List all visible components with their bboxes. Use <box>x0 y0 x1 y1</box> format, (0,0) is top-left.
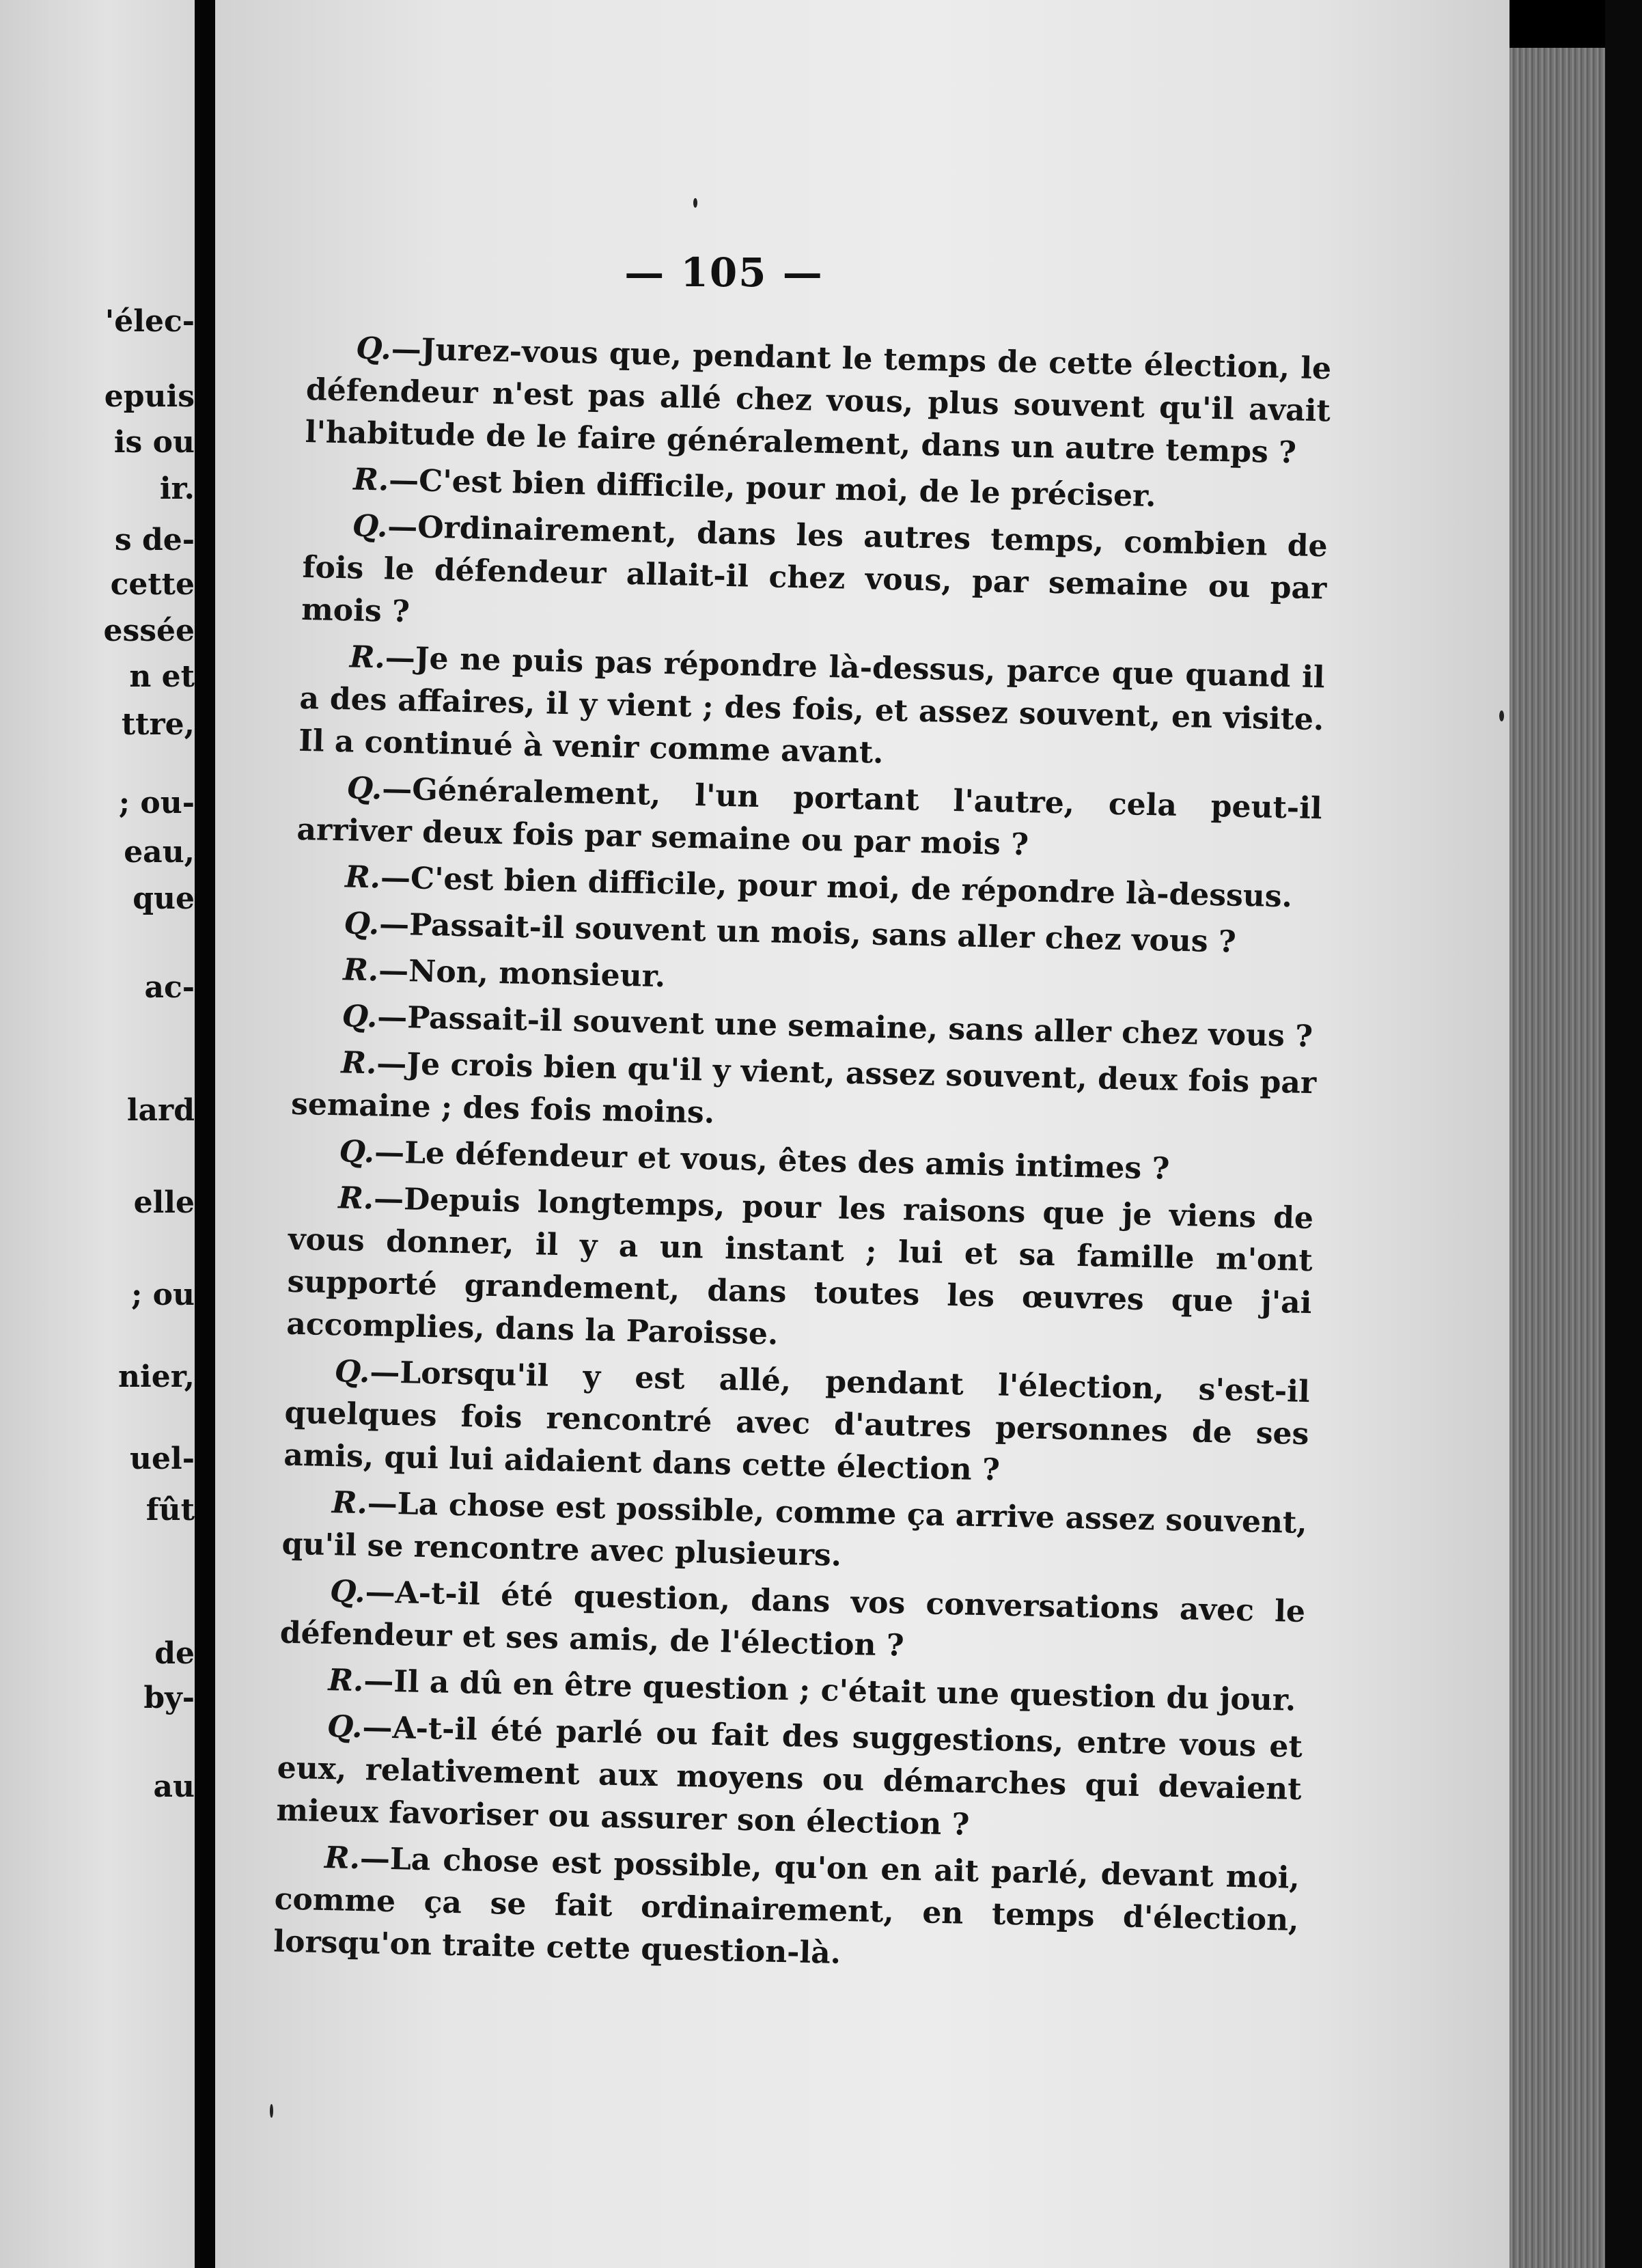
transcript-paragraph <box>276 1705 1303 1853</box>
speaker-tag: R. <box>340 1045 377 1081</box>
previous-page-line-fragment: ; ou <box>131 1277 195 1312</box>
speaker-tag: Q. <box>339 1134 375 1170</box>
previous-page-line-fragment: au <box>153 1769 195 1804</box>
transcript-paragraph <box>279 1570 1305 1676</box>
previous-page-line-fragment: 'élec- <box>105 304 195 339</box>
speaker-tag: R. <box>344 859 381 896</box>
previous-page-edge <box>0 0 195 2268</box>
previous-page-line-fragment: by- <box>143 1681 195 1715</box>
paragraph-text: —Non, monsieur. <box>378 953 666 995</box>
page-number: — 105 — <box>624 249 824 296</box>
previous-page-line-fragment: que <box>133 881 195 916</box>
paragraph-text: —Depuis longtemps, pour les raisons que je viens de vous donner, il y a un instant ; lui et sa famille m'ont supporté grandement, dans toutes les œuvres que j'ai accomplies, dans la Paroisse. <box>286 1181 1314 1352</box>
speaker-tag: Q. <box>355 331 392 367</box>
previous-page-line-fragment: essée <box>103 613 195 648</box>
previous-page-line-fragment: eau, <box>124 835 195 870</box>
paragraph-text: —Je ne puis pas répondre là-dessus, parce que quand il a des affaires, il y vient ; des fois, et assez souvent, en visite. Il a continué à venir comme avant. <box>298 640 1326 771</box>
paragraph-text: —Passait-il souvent un mois, sans aller chez vous ? <box>378 907 1237 960</box>
page-stack-edge <box>1509 48 1605 2268</box>
previous-page-line-fragment: nier, <box>118 1359 195 1394</box>
paragraph-text: —C'est bien difficile, pour moi, de le préciser. <box>388 462 1156 514</box>
paragraph-text: —A-t-il été question, dans vos conversations avec le défendeur et ses amis, de l'élection ? <box>279 1575 1306 1663</box>
transcript-paragraph <box>286 1176 1314 1367</box>
speaker-tag: R. <box>342 952 379 988</box>
speaker-tag: R. <box>327 1663 364 1699</box>
speaker-tag: Q. <box>352 508 388 544</box>
speaker-tag: Q. <box>334 1354 370 1390</box>
book-gutter <box>195 0 215 2268</box>
transcript-paragraph <box>283 1350 1311 1498</box>
paragraph-text: —La chose est possible, comme ça arrive assez souvent, qu'il se rencontre avec plusieurs. <box>281 1486 1308 1573</box>
previous-page-line-fragment: s de- <box>114 523 195 557</box>
transcript-paragraph <box>296 766 1322 872</box>
speaker-tag: R. <box>331 1485 368 1521</box>
paragraph-text: —Lorsqu'il y est allé, pendant l'élection, s'est-il quelques fois rencontré avec d'autres personnes de ses amis, qui lui aidaient dans cette élection ? <box>283 1355 1311 1488</box>
speaker-tag: R. <box>349 639 386 676</box>
scan-border <box>1605 0 1642 2268</box>
paragraph-text: —Le défendeur et vous, êtes des amis intimes ? <box>374 1135 1170 1187</box>
speaker-tag: R. <box>337 1180 374 1217</box>
ink-speck <box>270 2104 273 2118</box>
body-text <box>273 327 1332 1989</box>
paragraph-text: —Passait-il souvent une semaine, sans aller chez vous ? <box>376 999 1313 1055</box>
paragraph-text: —Jurez-vous que, pendant le temps de cette élection, le défendeur n'est pas allé chez vous, plus souvent qu'il avait l'habitude de le faire généralement, dans un autre temps ? <box>305 331 1332 471</box>
speaker-tag: Q. <box>342 999 378 1035</box>
paragraph-text: —Il a dû en être question ; c'était une question du jour. <box>363 1663 1296 1718</box>
previous-page-line-fragment: uel- <box>130 1441 195 1476</box>
previous-page-line-fragment: lard <box>126 1093 195 1128</box>
paragraph-text: —La chose est possible, qu'on en ait parlé, devant moi, comme ça se fait ordinairement, en temps d'élection, lorsqu'on traite cette question-là. <box>273 1841 1300 1971</box>
paragraph-text: —Généralement, l'un portant l'autre, cela peut-il arriver deux fois par semaine ou par mois ? <box>296 771 1323 863</box>
previous-page-line-fragment: is ou <box>113 425 195 460</box>
previous-page-line-fragment: elle <box>133 1185 195 1220</box>
speaker-tag: R. <box>352 462 389 498</box>
speaker-tag: Q. <box>344 906 380 942</box>
transcript-paragraph <box>281 1481 1307 1587</box>
previous-page-line-fragment: ttre, <box>121 707 195 742</box>
ink-speck <box>693 198 697 208</box>
transcript-paragraph <box>290 1041 1316 1147</box>
previous-page-line-fragment: n et <box>129 659 195 694</box>
transcript-paragraph <box>273 1836 1300 1984</box>
transcript-paragraph <box>301 504 1328 652</box>
speaker-tag: R. <box>324 1840 361 1877</box>
paragraph-text: —C'est bien difficile, pour moi, de répondre là-dessus. <box>380 860 1293 915</box>
speaker-tag: Q. <box>329 1574 366 1610</box>
previous-page-line-fragment: ir. <box>159 471 195 506</box>
ink-speck <box>1499 710 1504 721</box>
previous-page-line-fragment: de <box>154 1636 195 1671</box>
speaker-tag: Q. <box>346 771 382 807</box>
previous-page-line-fragment: fût <box>145 1493 195 1527</box>
paragraph-text: —A-t-il été parlé ou fait des suggestions, entre vous et eux, relativement aux moyens ou démarches qui devaient mieux favoriser ou assurer son élection ? <box>275 1710 1303 1842</box>
transcript-paragraph <box>298 635 1326 784</box>
paragraph-text: —Je crois bien qu'il y vient, assez souvent, deux fois par semaine ; des fois moins. <box>290 1046 1317 1131</box>
previous-page-line-fragment: ; ou- <box>118 786 195 820</box>
transcript-paragraph <box>305 327 1332 475</box>
previous-page-line-fragment: cette <box>110 567 195 602</box>
previous-page-line-fragment: epuis <box>104 379 195 414</box>
previous-page-line-fragment: ac- <box>144 970 195 1005</box>
speaker-tag: Q. <box>326 1709 363 1745</box>
paragraph-text: —Ordinairement, dans les autres temps, combien de fois le défendeur allait-il chez vous, par semaine ou par mois ? <box>301 509 1328 630</box>
